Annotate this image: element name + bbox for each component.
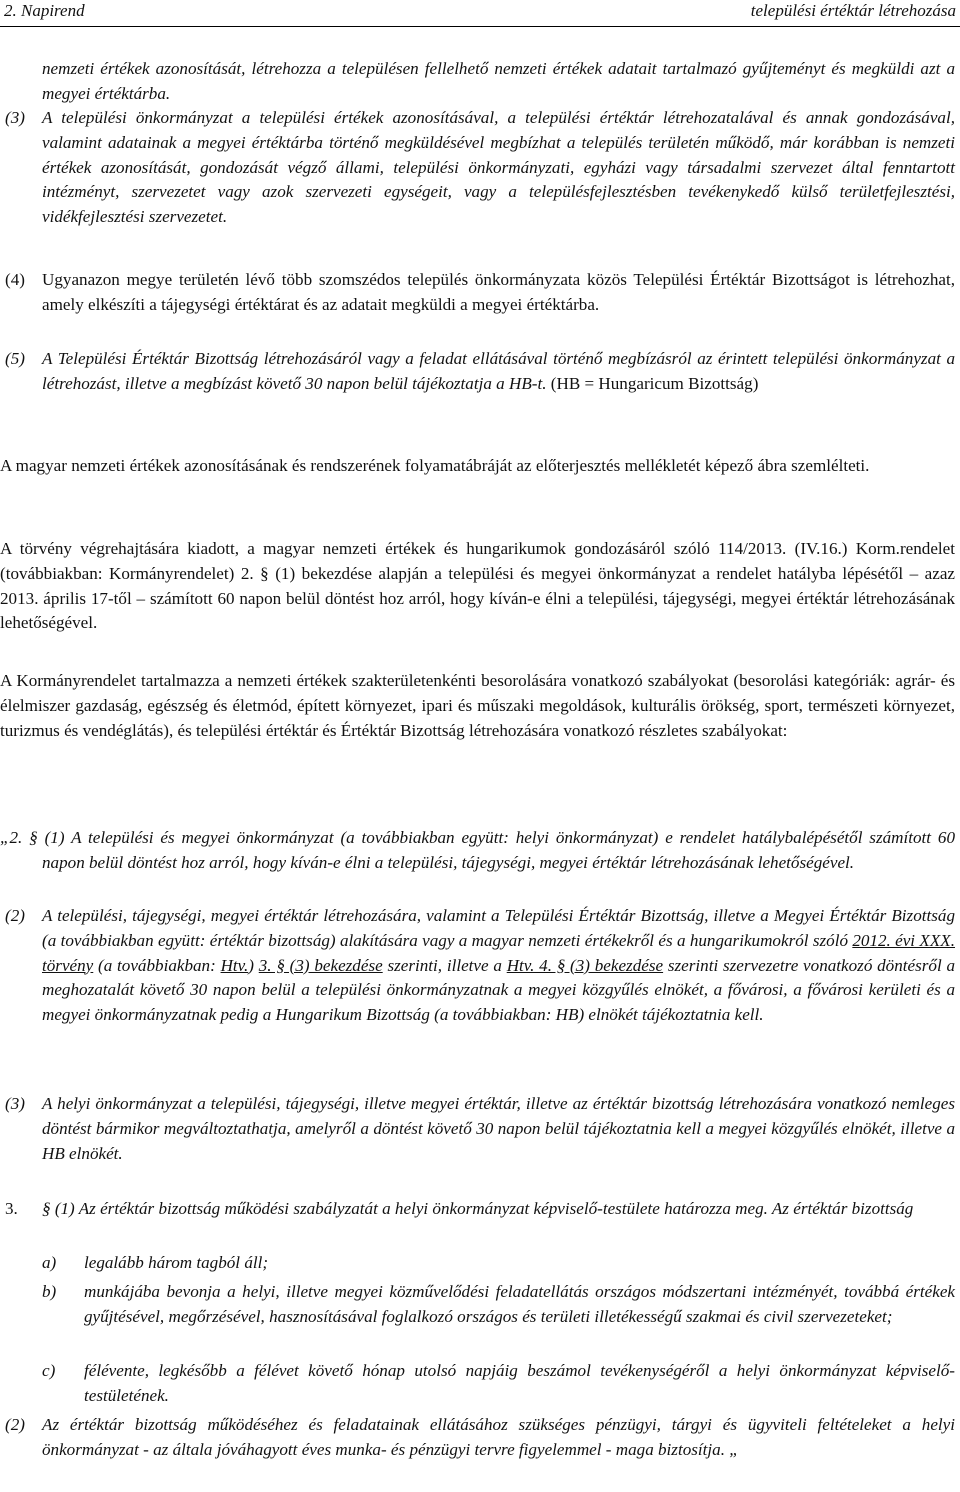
section-2-label: „2. § [0,828,38,847]
paragraph-5-body [42,347,955,397]
paragraph-4-text: Ugyanazon megye területén lévő több szomszédos település önkormányzata közös Települési Értéktár Bizottságot is létrehozhat, amely elkészíti a tájegységi értéktárat és az adatait megküldi a megyei értéktárba. [42,270,955,314]
section-3-paragraph-1 [0,1197,955,1222]
paragraph-3-text: A települési önkormányzat a települési értékek azonosításával, a települési értéktár létrehozatalával és annak gondozásával, valamint adatainak a megyei értéktárba történő megküldésével megbízhat a település területén működő, már korábban is nemzeti értékek azonosítását, gondozását végző állami, települési önkormányzati, egyházi vagy társadalmi szervezet által fenntartott intézményt, szervezetet vagy azok szervezeti egységeit, vagy a településfejlesztésben tevékenykedő külső területfejlesztési, vidékfejlesztési szervezetet. [42,108,955,227]
header-section-label: 2. Napirend [4,1,85,20]
section-2-paragraph-1-text: (1) A települési és megyei önkormányzat (a továbbiakban együtt: helyi önkormányzat) e rendelet hatálybalépésétől számított 60 napon belül döntést hoz arról, hogy kíván-e élni a települési, tájegységi, megyei értéktár létrehozásának lehetőségével. [42,828,955,872]
list-item-c-body [42,1359,955,1409]
section-2-paragraph-3 [0,1092,955,1166]
htv-section-4-reference-link[interactable]: Htv. 4. § (3) bekezdése [506,955,664,975]
list-item-a [0,1251,955,1276]
decree-paragraph: A törvény végrehajtására kiadott, a magyar nemzeti értékek és hungarikumok gondozásáról szóló 114/2013. (IV.16.) Korm.rendelet (továbbiakban: Kormányrendelet) 2. § (1) bekezdése alapján a települési és megyei önkormányzat a rendelet hatályba lépésétől – azaz 2013. április 17-től – számított 60 napon belül döntést hoz arról, hogy kíván-e élni a települési, tájegységi, megyei értéktár létrehozásának lehetőségével. [0,539,955,633]
header-topic-label: települési értéktár létrehozása [750,1,956,20]
list-item-c [0,1359,955,1409]
paragraph-5-text: A Települési Értéktár Bizottság létrehozásáról vagy a feladat ellátásával történő megbízásról az érintett települési önkormányzat a létrehozást, illetve a megbízást követő 30 napon belül tájékoztatja a HB-t. [42,349,955,393]
continuation-paragraph: nemzeti értékek azonosítását, létrehozza a településen fellelhető nemzeti értékek adatait tartalmazó gyűjteményt és megküldi azt a megyei értéktárba. [42,59,955,103]
section-2-paragraph-2-text-c: ) [248,955,254,975]
section-2-paragraph-3-label: (3) [5,1094,25,1113]
section-2-paragraph-2-text-d: szerinti, illetve a [387,955,502,975]
section-3-paragraph-2-label: (2) [5,1415,25,1434]
paragraph-4 [0,268,955,318]
paragraph-5-label: (5) [5,349,25,368]
section-2-paragraph-1-body [0,826,955,876]
htv-abbreviation-link[interactable]: Htv. [220,955,249,975]
list-item-a-body [42,1251,955,1276]
page-header [0,0,960,27]
list-item-c-text: félévente, legkésőbb a félévet követő hónap utolsó napjáig beszámol tevékenységéről a helyi önkormányzat képviselő-testületének. [84,1361,955,1405]
section-2-paragraph-2-label: (2) [5,906,25,925]
list-item-b-label: b) [42,1282,57,1301]
section-2-paragraph-1 [0,826,955,876]
paragraph-4-label: (4) [5,270,25,289]
list-item-c-label: c) [42,1361,56,1380]
paragraph-5-note: (HB = Hungaricum Bizottság) [550,373,759,393]
section-2-paragraph-2-text-a: A települési, tájegységi, megyei értéktár létrehozására, valamint a Települési Értéktár Bizottság, illetve a Megyei Értéktár Bizottság (a továbbiakban együtt: értéktár bizottság) alakítására vagy a magyar nemzeti értékekről és a hungarikumokról szóló [42,906,955,950]
section-3-paragraph-1-text: § (1) Az értéktár bizottság működési szabályzatát a helyi önkormányzat képviselő-testülete határozza meg. Az értéktár bizottság [42,1199,914,1218]
section-2-paragraph-2-text-b: (a továbbiakban: [98,955,216,975]
section-3-label: 3. [5,1199,18,1218]
section-2-paragraph-2 [0,904,955,1028]
list-item-a-label: a) [42,1253,57,1272]
section-3-paragraph-2-text: Az értéktár bizottság működéséhez és feladatainak ellátásához szükséges pénzügyi, tárgyi és ügyviteli feltételeket a helyi önkormányzat - az általa jóváhagyott éves munka- és pénzügyi tervre figyelemmel - maga biztosítja. „ [42,1415,955,1459]
flowchart-intro-paragraph: A magyar nemzeti értékek azonosításának és rendszerének folyamatábráját az előterjesztés mellékletét képező ábra szemlélteti. [0,456,870,475]
section-2-paragraph-2-body [42,904,955,1028]
section-2-paragraph-2-text-e: szerinti szervezetre vonatkozó döntésről a meghozatalát követő 30 napon belül a települési önkormányzatnak a megyei közgyűlés elnökét, a fővárosi, a fővárosi kerületi és a megyei önkormányzatnak pedig a Hungarikum Bizottság (a továbbiakban: HB) elnökét tájékoztatnia kell. [42,955,956,1025]
categories-paragraph: A Kormányrendelet tartalmazza a nemzeti értékek szakterületenkénti besorolására vonatkozó szabályokat (besorolási kategóriák: agrár- és élelmiszer gazdaság, egészség és életmód, épített környezet, ipari és műszaki megoldások, kulturális örökség, sport, természeti környezet, turizmus és vendéglátás), és települési értéktár és Értéktár Bizottság létrehozására vonatkozó részletes szabályokat: [0,671,955,740]
paragraph-3-label: (3) [5,108,25,127]
section-3-paragraph-2 [0,1413,955,1463]
list-item-a-text: legalább három tagból áll; [84,1253,269,1272]
law-reference-link[interactable]: 2012. évi XXX. törvény [42,930,955,975]
paragraph-3 [0,106,955,230]
section-3-reference-link[interactable]: 3. § (3) bekezdése [258,955,383,975]
list-item-b [0,1280,955,1330]
paragraph-5 [0,347,955,397]
list-item-b-text: munkájába bevonja a helyi, illetve megyei közművelődési feladatellátás országos módszertani intézményét, továbbá értékek gyűjtésével, megőrzésével, hasznosításával foglalkozó országos és területi illetékességű szakmai és civil szervezeteket; [84,1282,955,1326]
list-item-b-body [42,1280,955,1330]
section-2-paragraph-3-text: A helyi önkormányzat a települési, tájegységi, illetve megyei értéktár, illetve az értéktár bizottság létrehozására vonatkozó nemleges döntést bármikor megváltoztathatja, amelyről a döntést követő 30 napon belül tájékoztatnia kell a megyei közgyűlés elnökét, illetve a HB elnökét. [42,1094,955,1163]
